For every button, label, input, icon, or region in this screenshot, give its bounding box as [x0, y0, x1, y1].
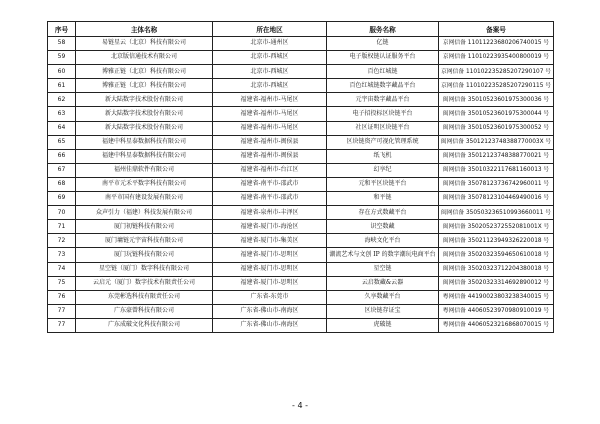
row-record-cell: 闽网信备 35021123949326220018 号 — [439, 234, 554, 248]
row-entity-cell: 星空链（厦门）数字科技有限公司 — [76, 262, 213, 276]
row-region-cell: 北京市-西城区 — [213, 51, 327, 65]
page-number: - 4 - — [292, 401, 308, 410]
row-region-cell: 福建省-福州市-闽侯县 — [213, 149, 327, 163]
row-entity-cell: 东莞彬选科技有限责任公司 — [76, 290, 213, 304]
row-index-cell: 70 — [48, 206, 76, 220]
row-service-cell: 元和平区块链平台 — [327, 177, 439, 191]
row-entity-cell: 众声引力（福建）科技发展有限公司 — [76, 206, 213, 220]
table-row — [48, 177, 554, 191]
row-entity-cell: 广东成破文化科技有限公司 — [76, 318, 213, 332]
row-service-cell: 区块链存证宝 — [327, 304, 439, 318]
table-row — [48, 248, 554, 262]
row-record-cell: 闽网信备 35010523601975300044 号 — [439, 107, 554, 121]
row-service-cell: 识空数藏 — [327, 220, 439, 234]
row-index-cell: 74 — [48, 262, 76, 276]
row-index-cell: 65 — [48, 135, 76, 149]
row-region-cell: 福建省-南平市-邵武市 — [213, 192, 327, 206]
row-entity-cell: 新大陆数字技术股份有限公司 — [76, 93, 213, 107]
row-entity-cell: 南平市元禾平数字科技有限公司 — [76, 177, 213, 191]
table-row — [48, 79, 554, 93]
row-service-cell: 幻享纪 — [327, 163, 439, 177]
table-row — [48, 65, 554, 79]
row-entity-cell: 博雅正链（北京）科技有限公司 — [76, 79, 213, 93]
row-entity-cell: 新大陆数字技术股份有限公司 — [76, 121, 213, 135]
row-index-cell: 68 — [48, 177, 76, 191]
row-service-cell: 百色红城链数字藏品平台 — [327, 79, 439, 93]
row-index-cell: 73 — [48, 248, 76, 262]
row-entity-cell: 易链星云（北京）科技有限公司 — [76, 37, 213, 51]
row-entity-cell: 福建中科星泰数据科技有限公司 — [76, 135, 213, 149]
header-entity: 主体名称 — [76, 22, 213, 37]
table-row — [48, 206, 554, 220]
table-row — [48, 135, 554, 149]
row-index-cell: 77 — [48, 318, 76, 332]
row-record-cell: 闽网信备 35012123748388770003X 号 — [439, 135, 554, 149]
row-index-cell: 61 — [48, 79, 76, 93]
row-record-cell: 闽网信备 35078123736742960011 号 — [439, 177, 554, 191]
row-region-cell: 福建省-南平市-邵武市 — [213, 177, 327, 191]
row-region-cell: 北京市-西城区 — [213, 79, 327, 93]
row-service-cell: 星空链 — [327, 262, 439, 276]
table-row — [48, 121, 554, 135]
row-entity-cell: 福建中科星泰数据科技有限公司 — [76, 149, 213, 163]
row-index-cell: 67 — [48, 163, 76, 177]
row-service-cell: 电子版权链认证服务平台 — [327, 51, 439, 65]
row-index-cell: 72 — [48, 234, 76, 248]
table-row — [48, 318, 554, 332]
row-region-cell: 福建省-福州市-闽侯县 — [213, 135, 327, 149]
row-service-cell: 存在方式数藏平台 — [327, 206, 439, 220]
row-service-cell: 云启数藏&云器 — [327, 276, 439, 290]
row-service-cell: 久享数藏平台 — [327, 290, 439, 304]
header-record: 备案号 — [439, 22, 554, 37]
row-record-cell: 闽网信备 3502052372552081001X 号 — [439, 220, 554, 234]
table-row — [48, 290, 554, 304]
row-index-cell: 77 — [48, 304, 76, 318]
row-entity-cell: 新大陆数字技术股份有限公司 — [76, 107, 213, 121]
row-service-cell: 纸飞机 — [327, 149, 439, 163]
row-entity-cell: 厦门墉链元宇宙科技有限公司 — [76, 234, 213, 248]
row-record-cell: 京网信备 110102235285207290107 号 — [439, 65, 554, 79]
row-entity-cell: 厦门初链科技有限公司 — [76, 220, 213, 234]
row-index-cell: 75 — [48, 276, 76, 290]
row-region-cell: 北京市-通州区 — [213, 37, 327, 51]
header-region: 所在地区 — [213, 22, 327, 37]
row-record-cell: 粤网信备 44060523216868070015 号 — [439, 318, 554, 332]
row-service-cell: 潮流艺术与文创 IP 的数字潮玩电商平台 — [327, 248, 439, 262]
row-service-cell: 和平链 — [327, 192, 439, 206]
row-entity-cell: 云启元（厦门）数字技术有限责任公司 — [76, 276, 213, 290]
row-region-cell: 福建省-厦门市-思明区 — [213, 248, 327, 262]
table-header-row — [48, 22, 554, 37]
row-service-cell: 虎破链 — [327, 318, 439, 332]
row-region-cell: 广东省-佛山市-南海区 — [213, 318, 327, 332]
table-row — [48, 220, 554, 234]
row-index-cell: 64 — [48, 121, 76, 135]
row-record-cell: 闽网信备 35010322117681160013 号 — [439, 163, 554, 177]
row-service-cell: 海峡文化平台 — [327, 234, 439, 248]
row-record-cell: 粤网信备 44190023803238340015 号 — [439, 290, 554, 304]
row-region-cell: 福建省-福州市-马尾区 — [213, 93, 327, 107]
row-entity-cell: 南平市国有建设发展有限公司 — [76, 192, 213, 206]
row-index-cell: 60 — [48, 65, 76, 79]
row-entity-cell: 北京版信通技术有限公司 — [76, 51, 213, 65]
row-record-cell: 京网信备 11011223680206740015 号 — [439, 37, 554, 51]
row-region-cell: 广东省-佛山市-南海区 — [213, 304, 327, 318]
table-row — [48, 51, 554, 65]
header-service: 服务名称 — [327, 22, 439, 37]
row-record-cell: 闽网信备 35020323594650610018 号 — [439, 248, 554, 262]
row-record-cell: 京网信备 110102235285207290115 号 — [439, 79, 554, 93]
row-entity-cell: 广东豪曾科技有限公司 — [76, 304, 213, 318]
table-row — [48, 163, 554, 177]
row-region-cell: 福建省-厦门市-集美区 — [213, 234, 327, 248]
row-index-cell: 66 — [48, 149, 76, 163]
row-region-cell: 北京市-西城区 — [213, 65, 327, 79]
row-region-cell: 福建省-厦门市-海沧区 — [213, 220, 327, 234]
row-record-cell: 闽网信备 35010523601975300036 号 — [439, 93, 554, 107]
table-row — [48, 149, 554, 163]
row-entity-cell: 厦门玩链科技有限公司 — [76, 248, 213, 262]
registry-table — [47, 21, 554, 333]
row-region-cell: 福建省-厦门市-思明区 — [213, 262, 327, 276]
row-record-cell: 闽网信备 35020323712204380018 号 — [439, 262, 554, 276]
table-row — [48, 276, 554, 290]
table-row — [48, 192, 554, 206]
row-service-cell: 区块链资产可视化管理系统 — [327, 135, 439, 149]
row-record-cell: 京网信备 11010223935400800019 号 — [439, 51, 554, 65]
row-service-cell: 亿链 — [327, 37, 439, 51]
row-index-cell: 58 — [48, 37, 76, 51]
table-row — [48, 304, 554, 318]
row-index-cell: 63 — [48, 107, 76, 121]
row-service-cell: 百色红城链 — [327, 65, 439, 79]
row-record-cell: 闽网信备 35012123748388770021 号 — [439, 149, 554, 163]
row-region-cell: 福建省-福州市-台江区 — [213, 163, 327, 177]
row-service-cell: 电子招投标区块链平台 — [327, 107, 439, 121]
table-row — [48, 234, 554, 248]
table-row — [48, 37, 554, 51]
row-index-cell: 69 — [48, 192, 76, 206]
row-index-cell: 59 — [48, 51, 76, 65]
row-region-cell: 福建省-厦门市-思明区 — [213, 276, 327, 290]
row-entity-cell: 福州佳鼎软件有限公司 — [76, 163, 213, 177]
row-region-cell: 福建省-福州市-马尾区 — [213, 107, 327, 121]
row-record-cell: 粤网信备 44060523970980910019 号 — [439, 304, 554, 318]
row-index-cell: 62 — [48, 93, 76, 107]
row-index-cell: 71 — [48, 220, 76, 234]
row-record-cell: 闽网信备 35078123104469490016 号 — [439, 192, 554, 206]
row-service-cell: 元宇宙数字藏品平台 — [327, 93, 439, 107]
row-record-cell: 闽网信备 350503236510993660011 号 — [439, 206, 554, 220]
table-row — [48, 107, 554, 121]
row-entity-cell: 博雅正链（北京）科技有限公司 — [76, 65, 213, 79]
row-record-cell: 闽网信备 35020323314692890012 号 — [439, 276, 554, 290]
table-row — [48, 93, 554, 107]
row-service-cell: 社区证明区块链平台 — [327, 121, 439, 135]
row-region-cell: 广东省-东莞市 — [213, 290, 327, 304]
table-row — [48, 262, 554, 276]
row-region-cell: 福建省-泉州市-丰泽区 — [213, 206, 327, 220]
row-index-cell: 76 — [48, 290, 76, 304]
row-region-cell: 福建省-福州市-马尾区 — [213, 121, 327, 135]
table-body — [48, 37, 554, 333]
header-index: 序号 — [48, 22, 76, 37]
row-record-cell: 闽网信备 35010523601975300052 号 — [439, 121, 554, 135]
